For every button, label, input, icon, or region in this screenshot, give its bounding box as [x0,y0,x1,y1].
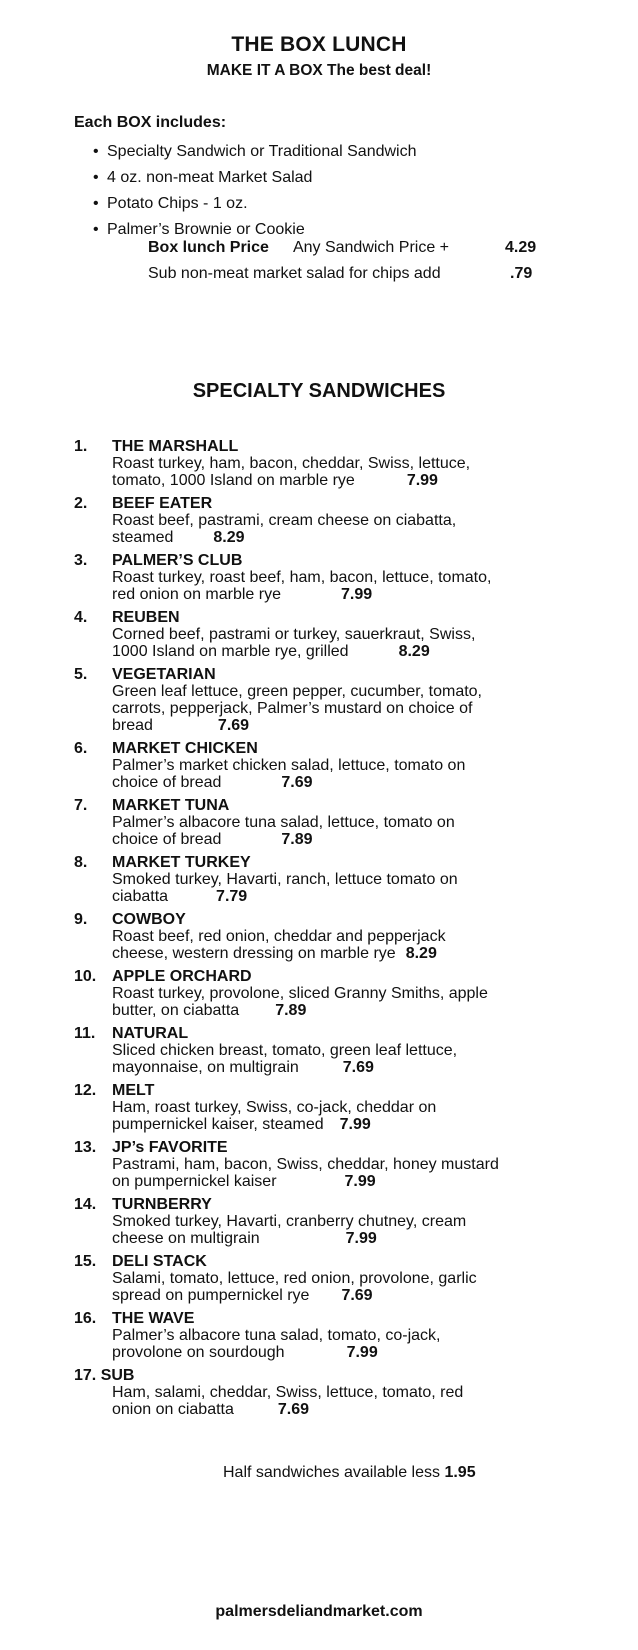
item-number: 2. [74,495,88,512]
item-description-end [112,1002,574,1019]
item-price: 7.69 [281,774,313,791]
box-lunch-title: THE BOX LUNCH [231,33,407,56]
specialty-title: SPECIALTY SANDWICHES [192,380,446,402]
box-lunch-subtitle: MAKE IT A BOX The best deal! [206,62,432,79]
item-number: 9. [74,911,88,928]
item-number: 17. [74,1367,97,1384]
item-price: 7.99 [345,1230,377,1247]
item-description: Roast turkey, roast beef, ham, bacon, lettuce, tomato, [112,569,492,586]
item-name: DELI STACK [112,1253,207,1270]
item-number: 15. [74,1253,97,1270]
item-number: 11. [74,1025,96,1042]
item-description-end [112,1059,574,1076]
menu-item [74,1196,574,1247]
item-description-tail: butter, on ciabatta [112,1002,240,1019]
item-description-end [112,1116,574,1133]
item-description: Corned beef, pastrami or turkey, sauerkraut, Swiss, [112,626,476,643]
list-item [93,165,417,191]
box-price-row [148,239,537,257]
item-description-tail: cheese on multigrain [112,1230,260,1247]
menu-item [74,552,574,603]
item-description-end [112,472,574,489]
menu-item [74,438,574,489]
item-number: 7. [74,797,88,814]
sub-salad-text: Sub non-meat market salad for chips add [148,265,441,282]
item-price: 8.29 [213,529,245,546]
list-item-text: 4 oz. non-meat Market Salad [107,169,313,186]
item-description: Green leaf lettuce, green pepper, cucumber, tomato, [112,683,482,700]
item-description-end [112,643,574,660]
item-description-tail: pumpernickel kaiser, steamed [112,1116,324,1133]
item-price: 7.69 [341,1287,373,1304]
item-name-text: SUB [100,1367,135,1384]
item-description-tail: provolone on sourdough [112,1344,285,1361]
bullet: • [93,221,99,238]
item-description: Roast beef, red onion, cheddar and pepperjack [112,928,446,945]
item-description-tail: ciabatta [112,888,169,905]
bullet: • [93,195,99,212]
menu-item [74,1082,574,1133]
item-price: 8.29 [398,643,430,660]
box-price-value: 4.29 [505,239,537,256]
item-name: JP’s FAVORITE [112,1139,228,1156]
item-number: 14. [74,1196,97,1213]
bullet: • [93,143,99,160]
menu-item [74,968,574,1019]
item-name: NATURAL [112,1025,189,1042]
item-description: Smoked turkey, Havarti, ranch, lettuce tomato on [112,871,458,888]
box-price-text: Any Sandwich Price + [292,239,450,256]
item-description-end [112,586,574,603]
item-number: 1. [74,438,88,455]
item-name: MARKET CHICKEN [112,740,258,757]
item-description-end [112,717,574,734]
sub-salad-value: .79 [510,265,533,282]
item-description: Sliced chicken breast, tomato, green leaf lettuce, [112,1042,458,1059]
menu-item [74,797,574,848]
item-description-end [112,1230,574,1247]
item-description: Pastrami, ham, bacon, Swiss, cheddar, honey mustard [112,1156,499,1173]
half-sandwich-value: 1.95 [444,1464,476,1481]
item-description-tail: red onion on marble rye [112,586,281,603]
item-number: 16. [74,1310,97,1327]
item-name: COWBOY [112,911,186,928]
menu-item [74,911,574,962]
item-description-end [112,945,574,962]
menu-item [74,1253,574,1304]
half-sandwich-text: Half sandwiches available less [223,1464,440,1481]
item-description-tail: 1000 Island on marble rye, grilled [112,643,349,660]
item-price: 7.99 [339,1116,371,1133]
item-name: MARKET TURKEY [112,854,251,871]
list-item-text: Specialty Sandwich or Traditional Sandwich [107,143,417,160]
item-number: 8. [74,854,88,871]
item-description-end [112,529,574,546]
item-price: 7.69 [342,1059,374,1076]
item-price: 7.99 [344,1173,376,1190]
item-description-tail: choice of bread [112,831,222,848]
item-description-end [112,1344,574,1361]
box-includes-list [93,139,417,243]
item-name [74,1367,574,1384]
item-description-tail: choice of bread [112,774,222,791]
item-number: 4. [74,609,88,626]
item-number: 10. [74,968,97,985]
item-price: 7.89 [275,1002,307,1019]
half-sandwich-note [223,1464,476,1482]
item-description-tail: on pumpernickel kaiser [112,1173,277,1190]
item-description: Ham, salami, cheddar, Swiss, lettuce, tomato, red [112,1384,464,1401]
item-description: Roast beef, pastrami, cream cheese on ciabatta, [112,512,457,529]
item-price: 8.29 [405,945,437,962]
box-includes-heading: Each BOX includes: [74,114,227,131]
menu-item [74,495,574,546]
item-description-tail: tomato, 1000 Island on marble rye [112,472,355,489]
item-number: 12. [74,1082,97,1099]
item-name: THE WAVE [112,1310,195,1327]
list-item [93,191,417,217]
item-number: 5. [74,666,88,683]
item-description-end [112,774,574,791]
box-price-label: Box lunch Price [148,239,269,256]
menu-item [74,666,574,734]
item-description-tail: spread on pumpernickel rye [112,1287,310,1304]
item-description-tail: onion on ciabatta [112,1401,234,1418]
menu-item [74,1310,574,1361]
item-price: 7.89 [281,831,313,848]
bullet: • [93,169,99,186]
item-description-tail: cheese, western dressing on marble rye [112,945,396,962]
item-name: MELT [112,1082,155,1099]
item-description-end [112,1173,574,1190]
item-number: 13. [74,1139,97,1156]
item-description-tail: mayonnaise, on multigrain [112,1059,299,1076]
specialty-list [74,438,574,1424]
item-name: PALMER’S CLUB [112,552,243,569]
menu-item [74,609,574,660]
item-description-tail: bread [112,717,153,734]
list-item [93,139,417,165]
sub-salad-row [148,265,533,283]
item-description: Salami, tomato, lettuce, red onion, provolone, garlic [112,1270,477,1287]
menu-item [74,1025,574,1076]
item-description: Roast turkey, provolone, sliced Granny Smiths, apple [112,985,488,1002]
item-number: 3. [74,552,88,569]
item-description: Palmer’s albacore tuna salad, lettuce, tomato on [112,814,455,831]
item-name: VEGETARIAN [112,666,216,683]
item-description-end [112,831,574,848]
item-name: REUBEN [112,609,180,626]
menu-item [74,1367,574,1418]
item-name: THE MARSHALL [112,438,239,455]
item-description-tail: steamed [112,529,174,546]
item-name: APPLE ORCHARD [112,968,252,985]
item-description: Palmer’s market chicken salad, lettuce, tomato on [112,757,466,774]
item-price: 7.69 [217,717,250,734]
item-description: Palmer’s albacore tuna salad, tomato, co-jack, [112,1327,441,1344]
item-description-end [112,888,574,905]
item-description-end [112,1287,574,1304]
item-price: 7.79 [216,888,248,905]
item-name: BEEF EATER [112,495,213,512]
item-description: Ham, roast turkey, Swiss, co-jack, cheddar on [112,1099,437,1116]
item-number: 6. [74,740,88,757]
menu-item [74,740,574,791]
item-price: 7.99 [406,472,438,489]
website-link[interactable]: palmersdeliandmarket.com [215,1603,423,1620]
item-price: 7.69 [277,1401,310,1418]
list-item-text: Potato Chips - 1 oz. [107,195,248,212]
item-name: MARKET TUNA [112,797,230,814]
menu-item [74,854,574,905]
list-item-text: Palmer’s Brownie or Cookie [107,221,305,238]
item-description: Roast turkey, ham, bacon, cheddar, Swiss, lettuce, [112,455,471,472]
item-price: 7.99 [340,586,373,603]
item-price: 7.99 [346,1344,378,1361]
menu-item [74,1139,574,1190]
item-description: carrots, pepperjack, Palmer’s mustard on choice of [112,700,473,717]
item-name: TURNBERRY [112,1196,212,1213]
item-description-end [74,1401,574,1418]
item-description: Smoked turkey, Havarti, cranberry chutney, cream [112,1213,467,1230]
